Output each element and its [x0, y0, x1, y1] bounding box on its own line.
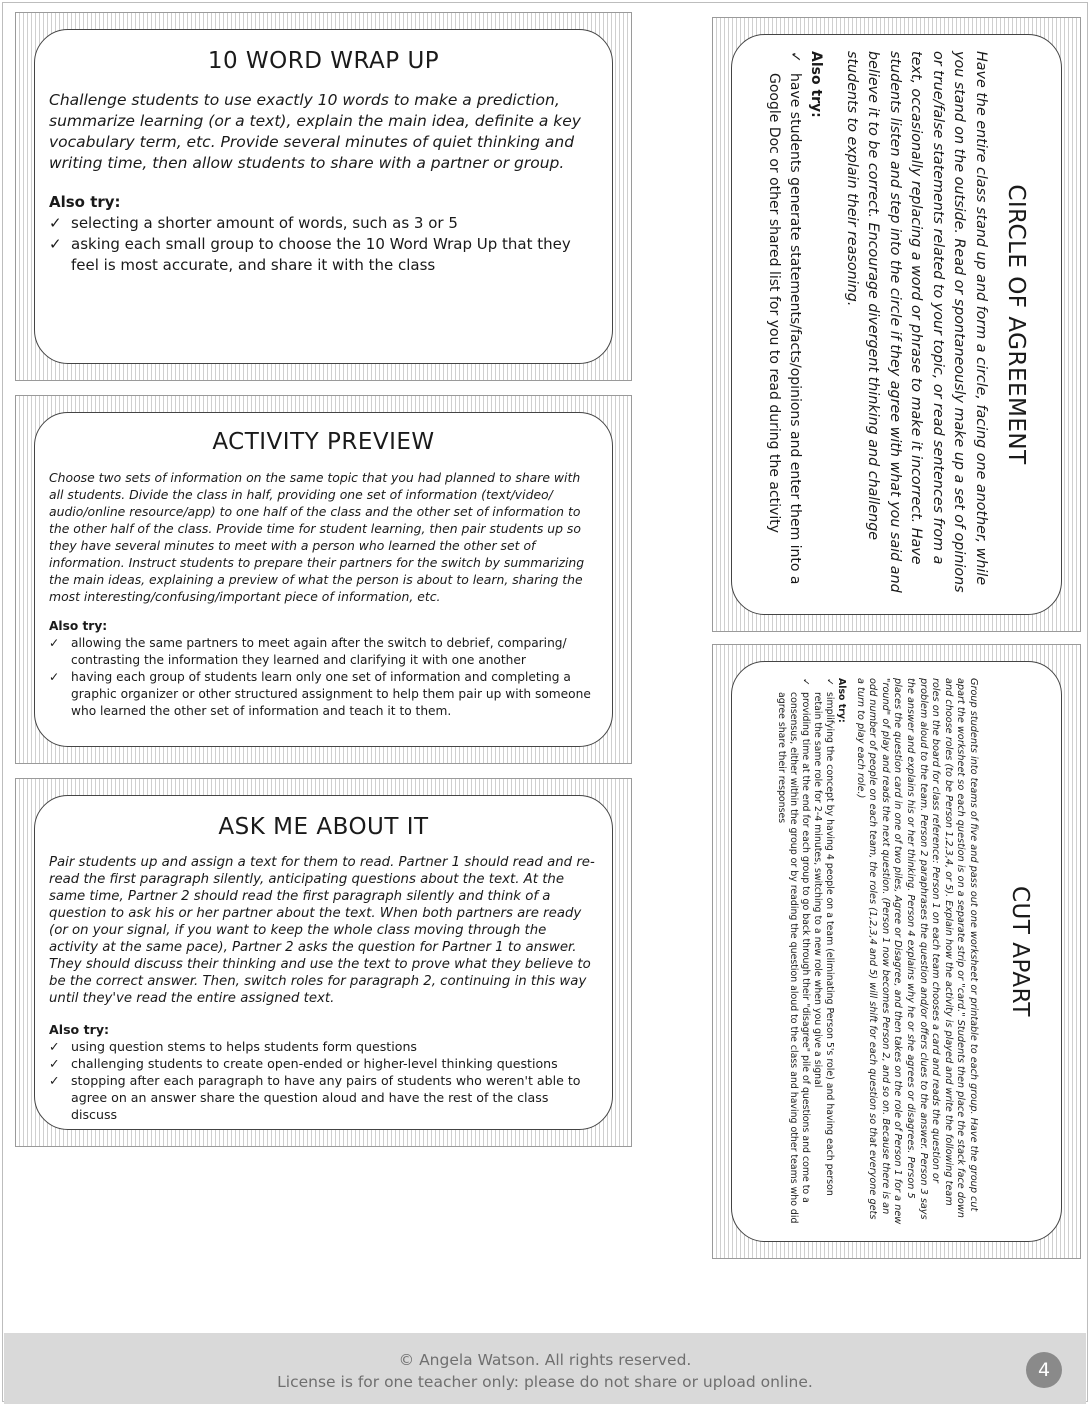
list-item-text: providing time at the end for each group to go back through their "disagree" pile of questions and come to a consensus, either within the group or by reading the question aloud to the class and having other teams who did agree share their responses — [776, 692, 812, 1224]
check-icon: ✓ — [824, 678, 836, 686]
also-try-label: Also try: — [49, 1022, 110, 1037]
also-try-label: Also try: — [808, 51, 825, 118]
card-body: Pair students up and assign a text for them to read. Partner 1 should read and re-read the first paragraph silently, anticipating questions about the text. At the same time, Partner 2 should read the first paragraph silently and think of a question to ask his or her partner about the text. When both partners are ready (or on your signal, if you want to keep the whole class moving through the activity at the same pace), Partner 2 asks the question for Partner 1 to answer. They should discuss their thinking and use the text to prove what they believe to be the correct answer. Then, switch roles for paragraph 2, continuing in this way until they've read the entire assigned text. — [49, 855, 595, 1006]
list-item — [49, 1055, 596, 1072]
list-item — [49, 1072, 596, 1123]
card-inner — [34, 795, 613, 1130]
footer — [4, 1333, 1086, 1404]
card-title: CUT APART — [1007, 886, 1033, 1017]
list-item-text: stopping after each paragraph to have any pairs of students who weren't able to agree on an answer share the question aloud and have the rest of the class discuss — [71, 1073, 581, 1122]
card-ask-me-about-it — [15, 778, 632, 1147]
list-item — [49, 1038, 596, 1055]
rotated-content — [732, 35, 1051, 614]
license-text: License is for one teacher only: please do not share or upload online. — [277, 1373, 813, 1391]
copyright-text: © Angela Watson. All rights reserved. — [398, 1351, 692, 1369]
card-inner — [731, 34, 1062, 615]
list-item-text: simplifying the concept by having 4 people on a team (eliminating Person 5's role) and having each person retain the same role for 2-4 minutes, switching to a new role when you give a signal — [812, 692, 836, 1196]
also-try-label: Also try: — [49, 619, 108, 633]
card-body: Choose two sets of information on the same topic that you had planned to share with all students. Divide the class in half, providing one set of information (text/video/ audio/online resource/app) to one half of the class and the other set of information to the other half of the class. Provide time for student learning, then pair students up so they have several minutes to meet with a person who learned the other set of information. Instruct students to prepare their partners for the switch by summarizing the main ideas, explaining a preview of what the person is about to learn, sharing the most interesting/confusing/important piece of information, etc. — [49, 470, 585, 604]
card-inner — [34, 412, 613, 747]
list-item — [49, 213, 594, 234]
also-try-section — [775, 678, 847, 1225]
card-body: Have the entire class stand up and form a circle, facing one another, while you stand on the outside. Read or spontaneously make up a set of opinions or true/false statements related to your topic, or read sentences from a text, occasionally replacing a word or phrase to make it incorrect. Have students listen and step into the circle if they agree with what you said and believe it to be correct. Encourage divergent thinking and challenge students to explain their reasoning. — [844, 51, 989, 593]
rotated-content — [732, 662, 1059, 1241]
list-item-text: using question stems to helps students form questions — [71, 1039, 417, 1054]
check-icon: ✓ — [49, 636, 60, 650]
check-icon: ✓ — [800, 678, 812, 686]
page-number-badge: 4 — [1026, 1352, 1062, 1388]
list-item — [811, 678, 835, 1225]
list-item — [764, 51, 806, 598]
card-body: Challenge students to use exactly 10 words to make a prediction, summarize learning (or a text), explain the main idea, definite a key vocabulary term, etc. Provide several minutes of quiet thinking and writing time, then allow students to share with a partner or group. — [49, 91, 581, 172]
check-icon: ✓ — [787, 51, 804, 63]
list-item-text: allowing the same partners to meet again after the switch to debrief, comparing/ contrasting the information they learned and clarifying it with one another — [71, 636, 567, 667]
list-item-text: selecting a shorter amount of words, such as 3 or 5 — [71, 214, 458, 232]
card-title: 10 WORD WRAP UP — [207, 48, 440, 74]
card-inner — [34, 29, 613, 364]
card-circle-of-agreement — [712, 17, 1081, 632]
check-icon: ✓ — [49, 1056, 60, 1071]
check-icon: ✓ — [49, 235, 62, 253]
list-item-text: have students generate statements/facts/opinions and enter them into a Google Doc or other shared list for you to read during the activity — [766, 73, 804, 585]
card-title: ACTIVITY PREVIEW — [212, 429, 435, 455]
card-activity-preview — [15, 395, 632, 764]
card-title: CIRCLE OF AGREEMENT — [1003, 184, 1029, 465]
card-cut-apart — [712, 644, 1081, 1259]
list-item-text: having each group of students learn only one set of information and completing a graphic organizer or other structured assignment to help them pair up with someone who learned the other set of information and teach it to them. — [71, 670, 591, 718]
also-try-section — [49, 192, 594, 276]
card-10-word-wrap-up — [15, 12, 632, 381]
also-try-label: Also try: — [49, 193, 121, 211]
also-try-section — [49, 618, 596, 720]
check-icon: ✓ — [49, 214, 62, 232]
card-inner — [731, 661, 1062, 1242]
check-icon: ✓ — [49, 1073, 60, 1088]
also-try-section — [764, 51, 827, 598]
list-item-text: challenging students to create open-ended or higher-level thinking questions — [71, 1056, 558, 1071]
list-item-text: asking each small group to choose the 10 Word Wrap Up that they feel is most accurate, and share it with the class — [71, 235, 571, 274]
list-item — [775, 678, 811, 1225]
list-item — [49, 669, 596, 720]
check-icon: ✓ — [49, 670, 60, 684]
card-body: Group students into teams of five and pass out one worksheet or printable to each group. Have the group cut apart the worksheet so each question is on a separate strip or "card." Students then place the stack face down and choose roles (to be Person 1,2,3,4, or 5). Explain how the activity is played and write the following team roles on the board for class reference: Person 1 on each team chooses a card and reads the question or problem aloud to the team. Person 2 paraphrases the question and/or offers clues to the answer. Person 3 says the answer and explains his or her thinking. Person 4 explains why he or she agrees or disagrees. Person 5 places the question card in one of two piles, Agree or Disagree, and then takes on the role of Person 1 for a new "round" of play and reads the next question. (Person 1 now becomes Person 2, and so on. Because there is an odd number of people on each team, the roles (1,2,3,4 and 5) will shift for each question so that everyone gets a turn to play each role.) — [854, 678, 979, 1225]
list-item — [49, 234, 594, 276]
list-item — [49, 635, 596, 669]
check-icon: ✓ — [49, 1039, 60, 1054]
card-title: ASK ME ABOUT IT — [218, 814, 429, 840]
also-try-label: Also try: — [836, 678, 848, 723]
also-try-section — [49, 1021, 596, 1123]
